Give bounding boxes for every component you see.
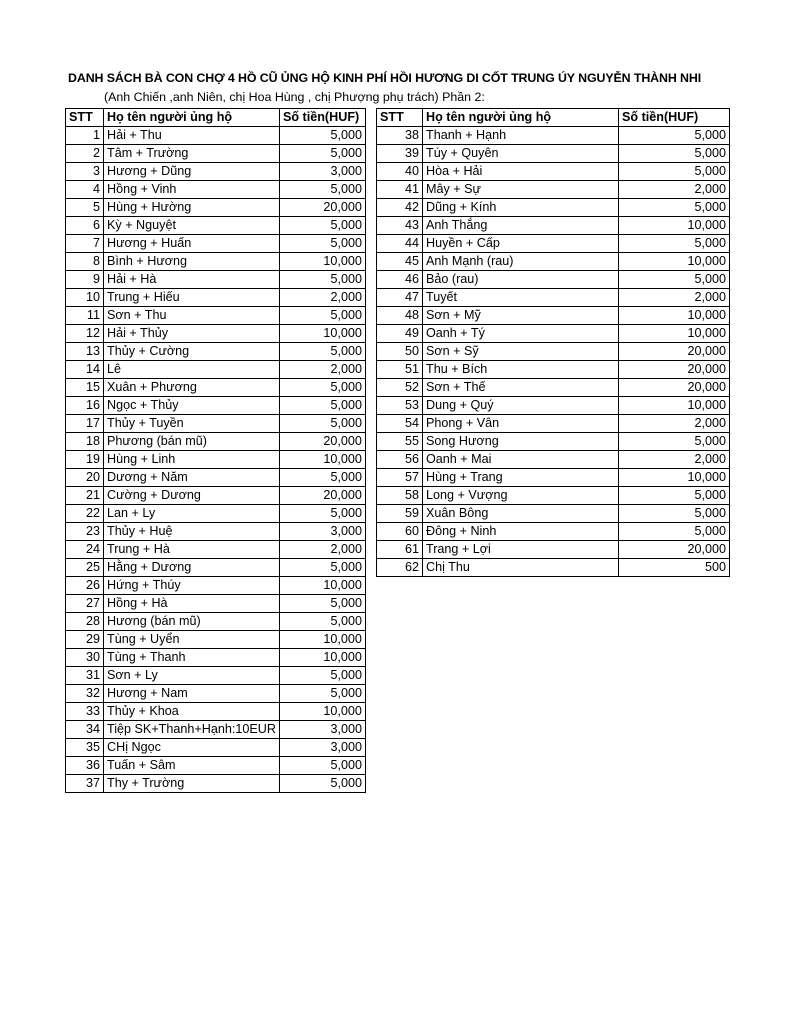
row-stt: 62 [377, 559, 423, 577]
row-name: Anh Thắng [423, 217, 619, 235]
row-stt: 52 [377, 379, 423, 397]
row-amount: 5,000 [619, 271, 730, 289]
table-row [66, 235, 366, 253]
header-amount: Số tiền(HUF) [279, 109, 365, 127]
table-row [377, 199, 730, 217]
row-stt: 34 [66, 721, 104, 739]
row-amount: 2,000 [619, 415, 730, 433]
table-row [377, 487, 730, 505]
header-stt: STT [377, 109, 423, 127]
row-amount: 10,000 [279, 325, 365, 343]
table-row [66, 685, 366, 703]
row-amount: 10,000 [619, 325, 730, 343]
row-amount: 10,000 [279, 649, 365, 667]
row-stt: 22 [66, 505, 104, 523]
row-stt: 19 [66, 451, 104, 469]
row-stt: 26 [66, 577, 104, 595]
row-amount: 5,000 [619, 235, 730, 253]
row-stt: 29 [66, 631, 104, 649]
row-stt: 11 [66, 307, 104, 325]
table-row [377, 307, 730, 325]
table-row [377, 271, 730, 289]
row-name: Dung + Quý [423, 397, 619, 415]
row-amount: 10,000 [619, 253, 730, 271]
table-row [66, 325, 366, 343]
row-stt: 60 [377, 523, 423, 541]
table-row [66, 289, 366, 307]
row-name: Hải + Thu [104, 127, 280, 145]
row-amount: 2,000 [619, 181, 730, 199]
row-amount: 20,000 [619, 379, 730, 397]
row-amount: 10,000 [279, 253, 365, 271]
page-title: DANH SÁCH BÀ CON CHỢ 4 HỒ CŨ ỦNG HỘ KINH PHÍ HỒI HƯƠNG DI CỐT TRUNG ÚY NGUYỄN THÀNH NHI [68, 71, 702, 85]
row-name: Tuyết [423, 289, 619, 307]
row-amount: 10,000 [279, 577, 365, 595]
table-row [66, 613, 366, 631]
row-stt: 6 [66, 217, 104, 235]
row-stt: 24 [66, 541, 104, 559]
row-name: Hùng + Linh [104, 451, 280, 469]
row-name: Long + Vượng [423, 487, 619, 505]
row-stt: 23 [66, 523, 104, 541]
row-name: Oanh + Tý [423, 325, 619, 343]
row-amount: 5,000 [619, 523, 730, 541]
row-stt: 16 [66, 397, 104, 415]
table-row [66, 703, 366, 721]
table-row [377, 433, 730, 451]
table-row [377, 415, 730, 433]
table-row [66, 739, 366, 757]
row-name: Ngọc + Thủy [104, 397, 280, 415]
row-amount: 5,000 [619, 163, 730, 181]
row-name: Tiệp SK+Thanh+Hạnh:10EUR [104, 721, 280, 739]
row-name: Phong + Vân [423, 415, 619, 433]
table-row [66, 217, 366, 235]
row-stt: 43 [377, 217, 423, 235]
row-stt: 8 [66, 253, 104, 271]
row-stt: 36 [66, 757, 104, 775]
table-row [66, 649, 366, 667]
row-stt: 3 [66, 163, 104, 181]
row-stt: 56 [377, 451, 423, 469]
table-row [66, 433, 366, 451]
row-stt: 46 [377, 271, 423, 289]
table-row [66, 487, 366, 505]
header-stt: STT [66, 109, 104, 127]
row-stt: 2 [66, 145, 104, 163]
row-stt: 37 [66, 775, 104, 793]
row-amount: 3,000 [279, 523, 365, 541]
table-row [66, 721, 366, 739]
table-row [66, 523, 366, 541]
row-name: Chị Thu [423, 559, 619, 577]
row-name: Thu + Bích [423, 361, 619, 379]
row-amount: 5,000 [279, 343, 365, 361]
row-name: Trang + Lợi [423, 541, 619, 559]
table-row [66, 541, 366, 559]
table-row [377, 397, 730, 415]
row-name: Hòa + Hải [423, 163, 619, 181]
table-row [66, 343, 366, 361]
row-stt: 25 [66, 559, 104, 577]
row-stt: 53 [377, 397, 423, 415]
table-row [66, 595, 366, 613]
row-stt: 42 [377, 199, 423, 217]
row-amount: 5,000 [619, 145, 730, 163]
table-row [66, 451, 366, 469]
row-stt: 41 [377, 181, 423, 199]
row-amount: 20,000 [279, 199, 365, 217]
row-name: Tùng + Thanh [104, 649, 280, 667]
row-stt: 10 [66, 289, 104, 307]
row-name: Sơn + Sỹ [423, 343, 619, 361]
row-stt: 17 [66, 415, 104, 433]
row-stt: 30 [66, 649, 104, 667]
row-name: Hương + Dũng [104, 163, 280, 181]
table-row [377, 469, 730, 487]
row-name: Hùng + Hường [104, 199, 280, 217]
row-name: Thủy + Tuyền [104, 415, 280, 433]
table-row [377, 361, 730, 379]
row-name: Trung + Hiếu [104, 289, 280, 307]
row-name: Túy + Quyên [423, 145, 619, 163]
row-name: Thủy + Huệ [104, 523, 280, 541]
row-name: Huyền + Cấp [423, 235, 619, 253]
row-name: Bình + Hương [104, 253, 280, 271]
table-row [377, 217, 730, 235]
row-name: Oanh + Mai [423, 451, 619, 469]
row-stt: 49 [377, 325, 423, 343]
row-name: Bảo (rau) [423, 271, 619, 289]
table-row [377, 235, 730, 253]
row-amount: 5,000 [279, 271, 365, 289]
table-row [377, 289, 730, 307]
row-name: Song Hương [423, 433, 619, 451]
row-amount: 10,000 [279, 703, 365, 721]
row-amount: 10,000 [619, 217, 730, 235]
row-stt: 54 [377, 415, 423, 433]
row-amount: 5,000 [279, 217, 365, 235]
row-amount: 5,000 [279, 397, 365, 415]
table-row [66, 271, 366, 289]
row-stt: 35 [66, 739, 104, 757]
row-name: Sơn + Thế [423, 379, 619, 397]
row-amount: 5,000 [279, 775, 365, 793]
row-amount: 5,000 [279, 145, 365, 163]
row-stt: 33 [66, 703, 104, 721]
row-amount: 20,000 [619, 361, 730, 379]
row-stt: 27 [66, 595, 104, 613]
row-stt: 58 [377, 487, 423, 505]
row-name: Tuấn + Sâm [104, 757, 280, 775]
row-amount: 5,000 [279, 559, 365, 577]
row-stt: 38 [377, 127, 423, 145]
row-stt: 18 [66, 433, 104, 451]
row-stt: 7 [66, 235, 104, 253]
table-row [377, 145, 730, 163]
row-amount: 2,000 [279, 361, 365, 379]
row-name: Đông + Ninh [423, 523, 619, 541]
table-row [377, 127, 730, 145]
row-name: Tâm + Trường [104, 145, 280, 163]
row-stt: 4 [66, 181, 104, 199]
table-row [66, 775, 366, 793]
table-row [377, 325, 730, 343]
row-amount: 20,000 [279, 487, 365, 505]
row-stt: 32 [66, 685, 104, 703]
row-name: Sơn + Thu [104, 307, 280, 325]
row-name: Thủy + Cường [104, 343, 280, 361]
row-amount: 2,000 [279, 541, 365, 559]
table-row [66, 361, 366, 379]
row-amount: 2,000 [279, 289, 365, 307]
row-name: Dương + Năm [104, 469, 280, 487]
row-amount: 10,000 [619, 307, 730, 325]
row-amount: 5,000 [279, 415, 365, 433]
row-stt: 47 [377, 289, 423, 307]
table-row [377, 163, 730, 181]
row-name: Thanh + Hạnh [423, 127, 619, 145]
row-stt: 39 [377, 145, 423, 163]
row-amount: 5,000 [279, 307, 365, 325]
table-row [66, 253, 366, 271]
header-name: Họ tên người ủng hộ [104, 109, 280, 127]
table-row [66, 757, 366, 775]
row-amount: 10,000 [279, 631, 365, 649]
row-name: Hải + Thủy [104, 325, 280, 343]
table-row [377, 559, 730, 577]
table-row [66, 505, 366, 523]
table-row [66, 199, 366, 217]
donor-table-left [65, 108, 366, 793]
row-amount: 5,000 [279, 685, 365, 703]
table-row [66, 379, 366, 397]
row-amount: 10,000 [619, 469, 730, 487]
table-row [66, 469, 366, 487]
table-row [66, 307, 366, 325]
row-amount: 3,000 [279, 163, 365, 181]
row-name: Sơn + Ly [104, 667, 280, 685]
row-amount: 5,000 [279, 127, 365, 145]
row-stt: 61 [377, 541, 423, 559]
row-name: CHị Ngọc [104, 739, 280, 757]
row-name: Hải + Hà [104, 271, 280, 289]
table-row [66, 145, 366, 163]
table-row [66, 667, 366, 685]
row-name: Hương + Nam [104, 685, 280, 703]
row-stt: 50 [377, 343, 423, 361]
row-amount: 3,000 [279, 739, 365, 757]
row-stt: 13 [66, 343, 104, 361]
row-stt: 1 [66, 127, 104, 145]
table-row [377, 451, 730, 469]
row-stt: 59 [377, 505, 423, 523]
row-name: Thy + Trường [104, 775, 280, 793]
table-row [377, 181, 730, 199]
row-amount: 5,000 [279, 667, 365, 685]
table-row [377, 541, 730, 559]
row-name: Hương (bán mũ) [104, 613, 280, 631]
row-amount: 5,000 [279, 757, 365, 775]
row-amount: 5,000 [619, 487, 730, 505]
row-amount: 3,000 [279, 721, 365, 739]
table-row [66, 397, 366, 415]
table-row [377, 253, 730, 271]
row-stt: 45 [377, 253, 423, 271]
row-name: Phương (bán mũ) [104, 433, 280, 451]
row-stt: 9 [66, 271, 104, 289]
table-row [66, 181, 366, 199]
table-row [377, 523, 730, 541]
row-name: Xuân Bông [423, 505, 619, 523]
row-amount: 20,000 [619, 343, 730, 361]
row-name: Lê [104, 361, 280, 379]
row-name: Hương + Huấn [104, 235, 280, 253]
row-stt: 28 [66, 613, 104, 631]
row-amount: 2,000 [619, 289, 730, 307]
row-amount: 10,000 [619, 397, 730, 415]
row-amount: 5,000 [619, 127, 730, 145]
row-amount: 5,000 [619, 505, 730, 523]
table-row [66, 163, 366, 181]
table-row [66, 577, 366, 595]
row-amount: 5,000 [619, 433, 730, 451]
row-name: Hồng + Vinh [104, 181, 280, 199]
row-name: Trung + Hà [104, 541, 280, 559]
row-name: Hồng + Hà [104, 595, 280, 613]
row-amount: 5,000 [279, 595, 365, 613]
row-stt: 5 [66, 199, 104, 217]
row-amount: 5,000 [279, 613, 365, 631]
row-amount: 5,000 [279, 379, 365, 397]
row-name: Mây + Sự [423, 181, 619, 199]
row-amount: 2,000 [619, 451, 730, 469]
header-amount: Số tiền(HUF) [619, 109, 730, 127]
row-name: Hứng + Thúy [104, 577, 280, 595]
row-stt: 48 [377, 307, 423, 325]
table-header-row [66, 109, 366, 127]
row-stt: 20 [66, 469, 104, 487]
row-name: Hùng + Trang [423, 469, 619, 487]
row-name: Anh Mạnh (rau) [423, 253, 619, 271]
row-amount: 20,000 [279, 433, 365, 451]
table-row [377, 379, 730, 397]
row-stt: 21 [66, 487, 104, 505]
table-row [377, 505, 730, 523]
row-amount: 5,000 [619, 199, 730, 217]
row-name: Lan + Ly [104, 505, 280, 523]
row-amount: 20,000 [619, 541, 730, 559]
row-name: Dũng + Kính [423, 199, 619, 217]
header-name: Họ tên người ủng hộ [423, 109, 619, 127]
row-name: Xuân + Phương [104, 379, 280, 397]
row-name: Tùng + Uyển [104, 631, 280, 649]
table-row [377, 343, 730, 361]
row-stt: 14 [66, 361, 104, 379]
row-amount: 500 [619, 559, 730, 577]
row-name: Hằng + Dương [104, 559, 280, 577]
row-name: Kỳ + Nguyệt [104, 217, 280, 235]
table-header-row [377, 109, 730, 127]
table-row [66, 631, 366, 649]
row-amount: 5,000 [279, 469, 365, 487]
donor-table-right [376, 108, 730, 577]
table-row [66, 127, 366, 145]
row-stt: 31 [66, 667, 104, 685]
table-row [66, 559, 366, 577]
row-stt: 15 [66, 379, 104, 397]
page-subtitle: (Anh Chiến ,anh Niên, chị Hoa Hùng , chị Phượng phụ trách) Phần 2: [104, 90, 485, 104]
row-stt: 51 [377, 361, 423, 379]
row-stt: 55 [377, 433, 423, 451]
row-amount: 5,000 [279, 235, 365, 253]
row-stt: 57 [377, 469, 423, 487]
row-amount: 5,000 [279, 181, 365, 199]
row-name: Cường + Dương [104, 487, 280, 505]
row-amount: 10,000 [279, 451, 365, 469]
row-name: Sơn + Mỹ [423, 307, 619, 325]
row-name: Thủy + Khoa [104, 703, 280, 721]
row-amount: 5,000 [279, 505, 365, 523]
row-stt: 12 [66, 325, 104, 343]
row-stt: 40 [377, 163, 423, 181]
table-row [66, 415, 366, 433]
row-stt: 44 [377, 235, 423, 253]
